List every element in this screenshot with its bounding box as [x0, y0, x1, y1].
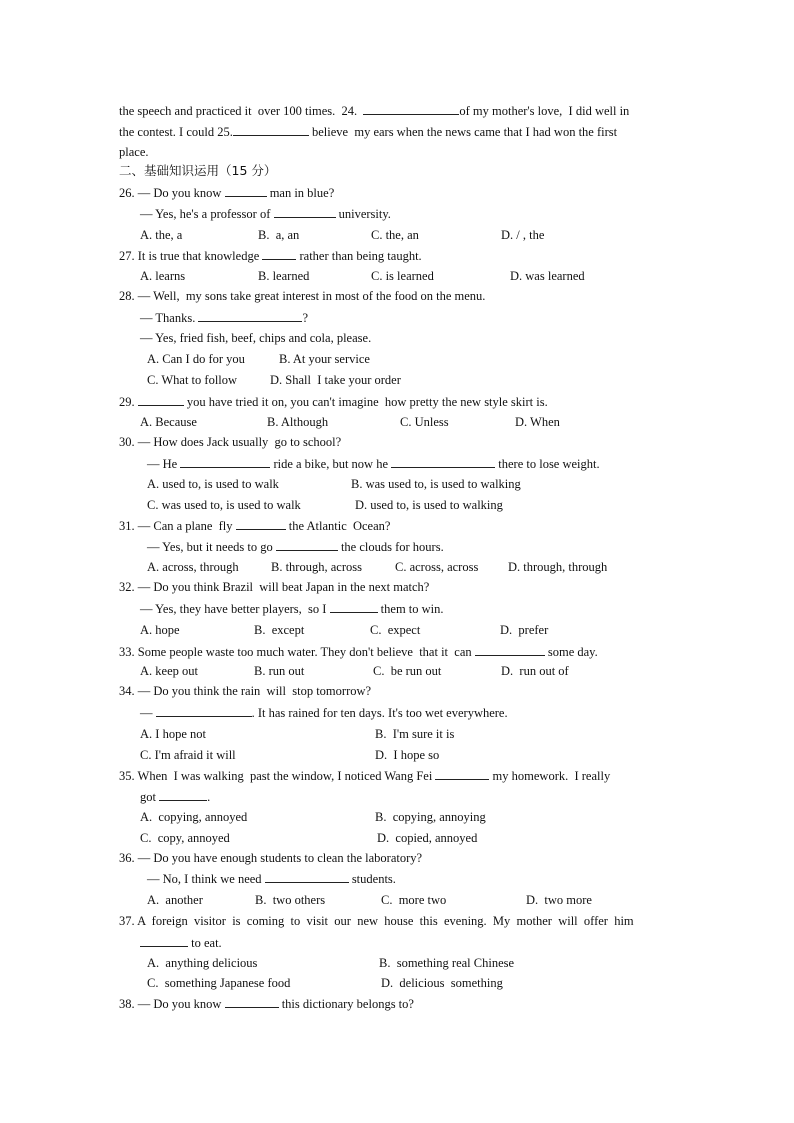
question-35: 35. When I was walking past the window, I noticed Wang Fei my homework. I really: [119, 769, 611, 783]
blank-25[interactable]: [233, 123, 309, 136]
section-title: 二、基础知识运用（15 分）: [119, 163, 277, 178]
blank[interactable]: [435, 767, 489, 780]
option-b[interactable]: B. something real Chinese: [379, 956, 515, 970]
question-32: 32. — Do you think Brazil will beat Japan in the next match?: [119, 580, 430, 594]
option-c[interactable]: C. across, across: [395, 560, 479, 574]
option-b[interactable]: B. learned: [258, 269, 310, 283]
option-a[interactable]: A. another: [147, 893, 203, 907]
question-32-line-2: — Yes, they have better players, so I them to win.: [140, 602, 444, 616]
option-d[interactable]: D. When: [515, 415, 560, 429]
option-c[interactable]: C. the, an: [371, 228, 419, 242]
blank[interactable]: [475, 643, 545, 656]
question-34-line-2: — . It has rained for ten days. It's too wet everywhere.: [140, 706, 508, 720]
passage-line-1: the speech and practiced it over 100 times. 24. of my mother's love, I did well in: [119, 104, 630, 118]
option-a[interactable]: A. copying, annoyed: [140, 810, 248, 824]
option-a[interactable]: A. I hope not: [140, 727, 206, 741]
option-c[interactable]: C. copy, annoyed: [140, 831, 230, 845]
option-d[interactable]: D. prefer: [500, 623, 549, 637]
option-a[interactable]: A. anything delicious: [147, 956, 258, 970]
option-b[interactable]: B. copying, annoying: [375, 810, 486, 824]
option-b[interactable]: B. except: [254, 623, 305, 637]
option-c[interactable]: C. I'm afraid it will: [140, 748, 236, 762]
option-a[interactable]: A. keep out: [140, 664, 198, 678]
blank[interactable]: [225, 184, 267, 197]
option-d[interactable]: D. was learned: [510, 269, 585, 283]
question-28-line-3: — Yes, fried fish, beef, chips and cola, please.: [140, 331, 372, 345]
blank[interactable]: [262, 247, 296, 260]
blank[interactable]: [180, 455, 270, 468]
blank[interactable]: [276, 538, 338, 551]
blank[interactable]: [265, 870, 349, 883]
blank[interactable]: [225, 995, 279, 1008]
question-29: 29. you have tried it on, you can't imagine how pretty the new style skirt is.: [119, 395, 548, 409]
option-a[interactable]: A. hope: [140, 623, 180, 637]
question-33: 33. Some people waste too much water. They don't believe that it can some day.: [119, 645, 598, 659]
option-d[interactable]: D. Shall I take your order: [270, 373, 401, 387]
question-37-line-2: to eat.: [140, 934, 222, 951]
option-c[interactable]: C. Unless: [400, 415, 449, 429]
option-a[interactable]: A. Can I do for you: [147, 352, 245, 366]
option-c[interactable]: C. is learned: [371, 269, 434, 283]
option-d[interactable]: D. two more: [526, 893, 592, 907]
option-b[interactable]: B. a, an: [258, 228, 300, 242]
question-28-line-2: — Thanks. ?: [140, 311, 309, 325]
option-a[interactable]: A. Because: [140, 415, 197, 429]
blank[interactable]: [156, 704, 252, 717]
option-b[interactable]: B. I'm sure it is: [375, 727, 455, 741]
question-35-line-2: got .: [140, 790, 211, 804]
question-36: 36. — Do you have enough students to clean the laboratory?: [119, 851, 423, 865]
option-d[interactable]: D. I hope so: [375, 748, 440, 762]
blank-24[interactable]: [363, 102, 459, 115]
option-c[interactable]: C. expect: [370, 623, 421, 637]
question-37: 37. A foreign visitor is coming to visit our new house this evening. My mother will offer him: [119, 914, 634, 928]
option-a[interactable]: A. across, through: [147, 560, 239, 574]
option-b[interactable]: B. was used to, is used to walking: [351, 477, 521, 491]
question-34: 34. — Do you think the rain will stop tomorrow?: [119, 684, 372, 698]
question-28: 28. — Well, my sons take great interest in most of the food on the menu.: [119, 289, 486, 303]
blank[interactable]: [391, 455, 495, 468]
question-26: 26. — Do you know man in blue?: [119, 186, 335, 200]
option-a[interactable]: A. learns: [140, 269, 186, 283]
question-26-line-2: — Yes, he's a professor of university.: [140, 207, 391, 221]
passage-line-2: the contest. I could 25. believe my ears when the news came that I had won the first: [119, 125, 618, 139]
option-d[interactable]: D. run out of: [501, 664, 569, 678]
option-c[interactable]: C. be run out: [373, 664, 442, 678]
question-38: 38. — Do you know this dictionary belongs to?: [119, 997, 414, 1011]
question-36-line-2: — No, I think we need students.: [147, 872, 396, 886]
blank[interactable]: [198, 309, 302, 322]
option-d[interactable]: D. through, through: [508, 560, 608, 574]
option-d[interactable]: D. / , the: [501, 228, 545, 242]
option-c[interactable]: C. What to follow: [147, 373, 238, 387]
question-31: 31. — Can a plane fly the Atlantic Ocean?: [119, 519, 391, 533]
option-c[interactable]: C. was used to, is used to walk: [147, 498, 301, 512]
blank[interactable]: [274, 205, 336, 218]
question-30: 30. — How does Jack usually go to school?: [119, 435, 342, 449]
question-31-line-2: — Yes, but it needs to go the clouds for hours.: [147, 540, 444, 554]
option-d[interactable]: D. used to, is used to walking: [355, 498, 503, 512]
question-30-line-2: — He ride a bike, but now he there to lose weight.: [147, 457, 600, 471]
blank[interactable]: [330, 600, 378, 613]
blank[interactable]: [140, 934, 188, 947]
option-b[interactable]: B. two others: [255, 893, 326, 907]
option-a[interactable]: A. used to, is used to walk: [147, 477, 279, 491]
blank[interactable]: [159, 788, 207, 801]
option-c[interactable]: C. something Japanese food: [147, 976, 291, 990]
passage-line-3: place.: [119, 145, 149, 159]
option-b[interactable]: B. Although: [267, 415, 329, 429]
option-d[interactable]: D. copied, annoyed: [377, 831, 478, 845]
option-b[interactable]: B. through, across: [271, 560, 362, 574]
blank[interactable]: [236, 517, 286, 530]
option-c[interactable]: C. more two: [381, 893, 447, 907]
option-d[interactable]: D. delicious something: [381, 976, 503, 990]
option-b[interactable]: B. At your service: [279, 352, 370, 366]
option-a[interactable]: A. the, a: [140, 228, 183, 242]
question-27: 27. It is true that knowledge rather than being taught.: [119, 249, 422, 263]
blank[interactable]: [138, 393, 184, 406]
option-b[interactable]: B. run out: [254, 664, 305, 678]
